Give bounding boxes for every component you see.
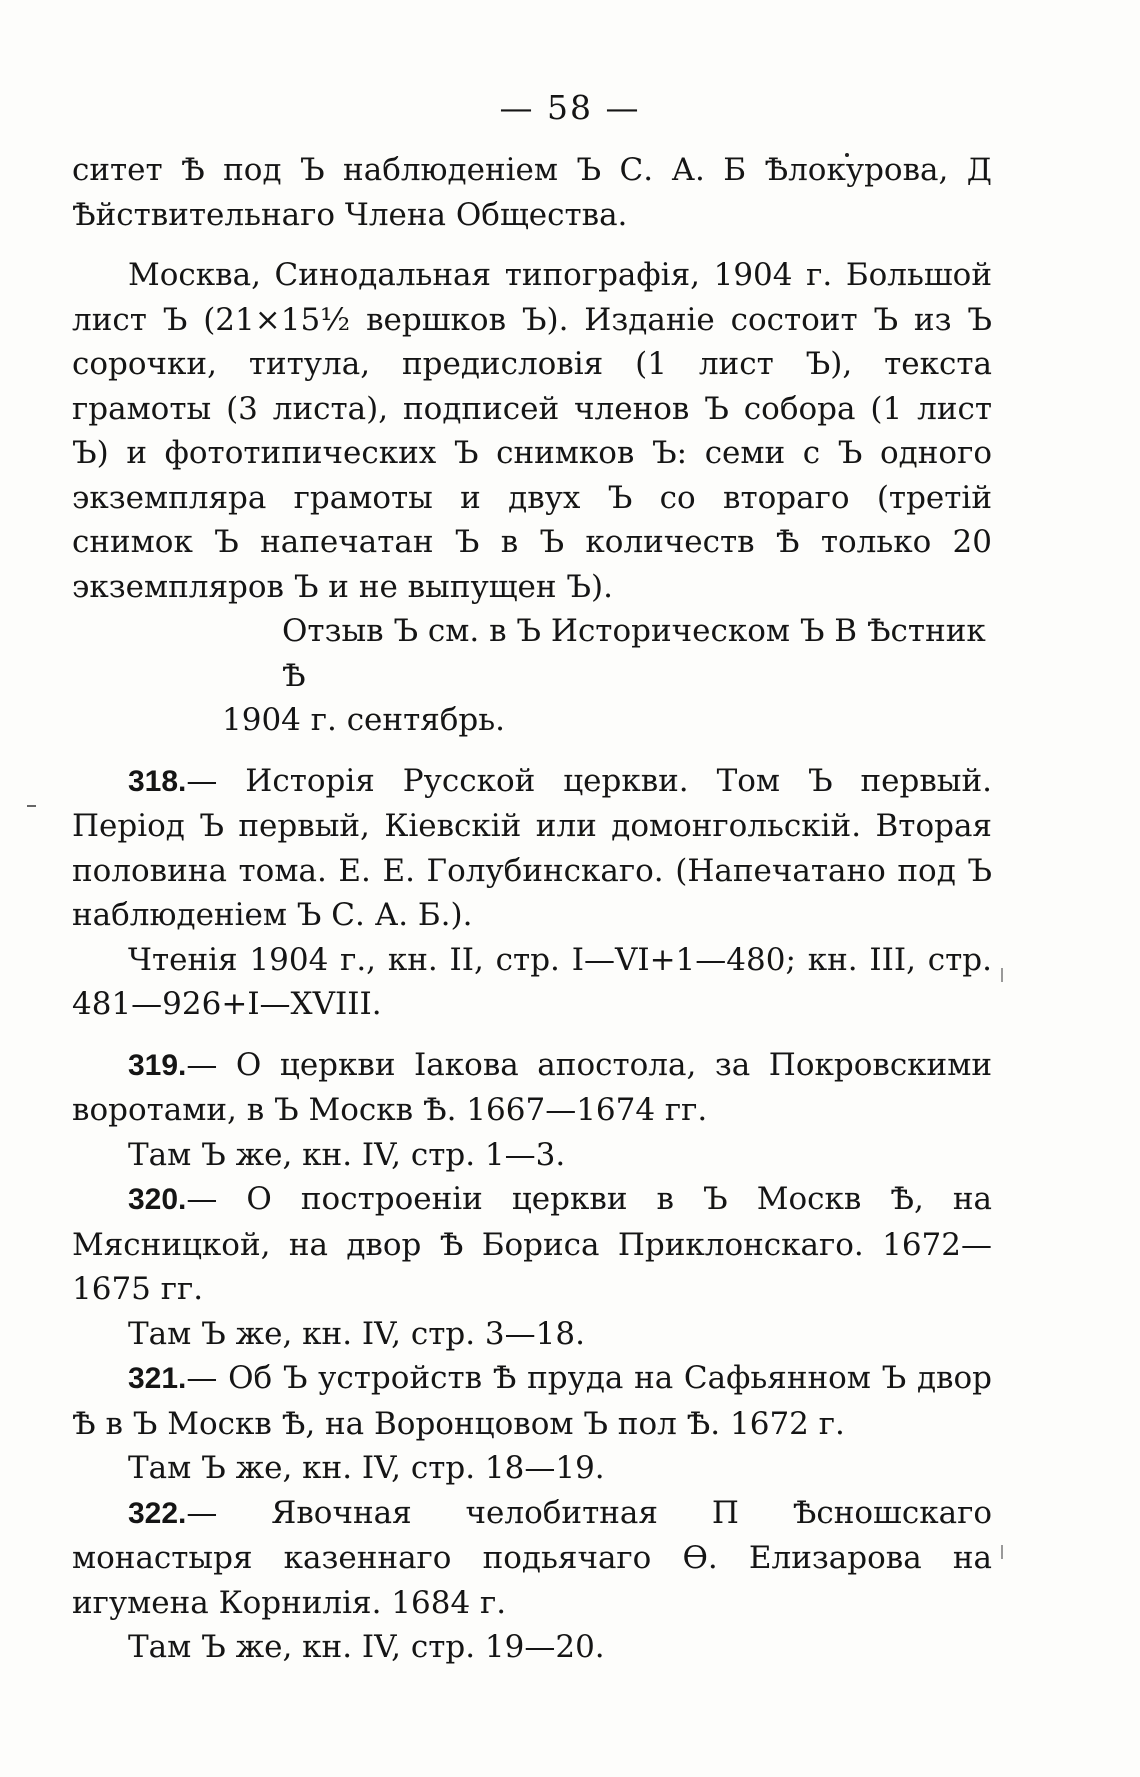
margin-mark xyxy=(27,805,36,807)
continuation-paragraph: Москва, Синодальная типографія, 1904 г. Большой лист Ъ (21×15½ вершков Ъ). Изданіе состоит Ъ из Ъ сорочки, титула, предисловія (1 лист Ъ), текста грамоты (3 листа), подписей членов Ъ собора (1 лист Ъ) и фототипических Ъ снимков Ъ: семи с Ъ одного экземпляра грамоты и двух Ъ со втораго (третій снимок Ъ напечатан Ъ в Ъ количеств Ѣ только 20 экземпляров Ъ и не выпущен Ъ). xyxy=(72,257,992,605)
page-body xyxy=(72,148,992,1670)
entry-source: Чтенія 1904 г., кн. II, стр. I—VI+1—480; кн. III, стр. 481—926+I—XVIII. xyxy=(72,941,992,1022)
entry-source: Там Ъ же, кн. IV, стр. 3—18. xyxy=(128,1315,585,1352)
page-number: — 58 — xyxy=(499,88,641,127)
entry-source: Там Ъ же, кн. IV, стр. 19—20. xyxy=(128,1629,605,1665)
entry-318 xyxy=(72,759,992,938)
entry-number: 321. xyxy=(128,1362,187,1395)
entry-number: 318. xyxy=(128,764,187,798)
entry-number: 322. xyxy=(128,1496,187,1530)
entry-322 xyxy=(72,1491,992,1626)
entry-text: — Исторія Русской церкви. Том Ъ первый. Період Ъ первый, Кіевскій или домонгольскій. Вторая половина тома. Е. Е. Голубинскаго. (Напечатано под Ъ наблюденіем Ъ С. А. Б.). xyxy=(72,762,992,933)
entry-text: — Явочная челобитная П Ѣсношскаго монастыря казеннаго подьячаго Ѳ. Елизарова на игумена Корнилія. 1684 г. xyxy=(72,1494,992,1621)
entry-source: Там Ъ же, кн. IV, стр. 18—19. xyxy=(128,1450,605,1486)
entry-text: — О построеніи церкви в Ъ Москв Ѣ, на Мясницкой, на двор Ѣ Бориса Приклонскаго. 1672—1675 гг. xyxy=(72,1181,992,1307)
entry-text: — О церкви Іакова апостола, за Покровскими воротами, в Ъ Москв Ѣ. 1667—1674 гг. xyxy=(72,1046,992,1128)
review-reference: Отзыв Ъ см. в Ъ Историческом Ъ В Ѣстник Ѣ xyxy=(282,613,986,694)
continuation-paragraph: ситет Ѣ под Ъ наблюденіем Ъ С. А. Б Ѣлокурова, Д Ѣйствительнаго Члена Общества. xyxy=(72,152,992,233)
entry-text: — Об Ъ устройств Ѣ пруда на Сафьянном Ъ двор Ѣ в Ъ Москв Ѣ, на Воронцовом Ъ пол Ѣ. 1672 г. xyxy=(72,1360,992,1442)
entry-319 xyxy=(72,1043,992,1133)
entry-321 xyxy=(72,1356,992,1446)
entry-320 xyxy=(72,1177,992,1312)
margin-tick xyxy=(1001,968,1003,982)
margin-tick xyxy=(1001,1545,1003,1559)
entry-number: 320. xyxy=(128,1183,187,1216)
review-date: 1904 г. сентябрь. xyxy=(222,702,506,738)
entry-source: Там Ъ же, кн. IV, стр. 1—3. xyxy=(128,1136,566,1173)
entry-number: 319. xyxy=(128,1048,187,1082)
